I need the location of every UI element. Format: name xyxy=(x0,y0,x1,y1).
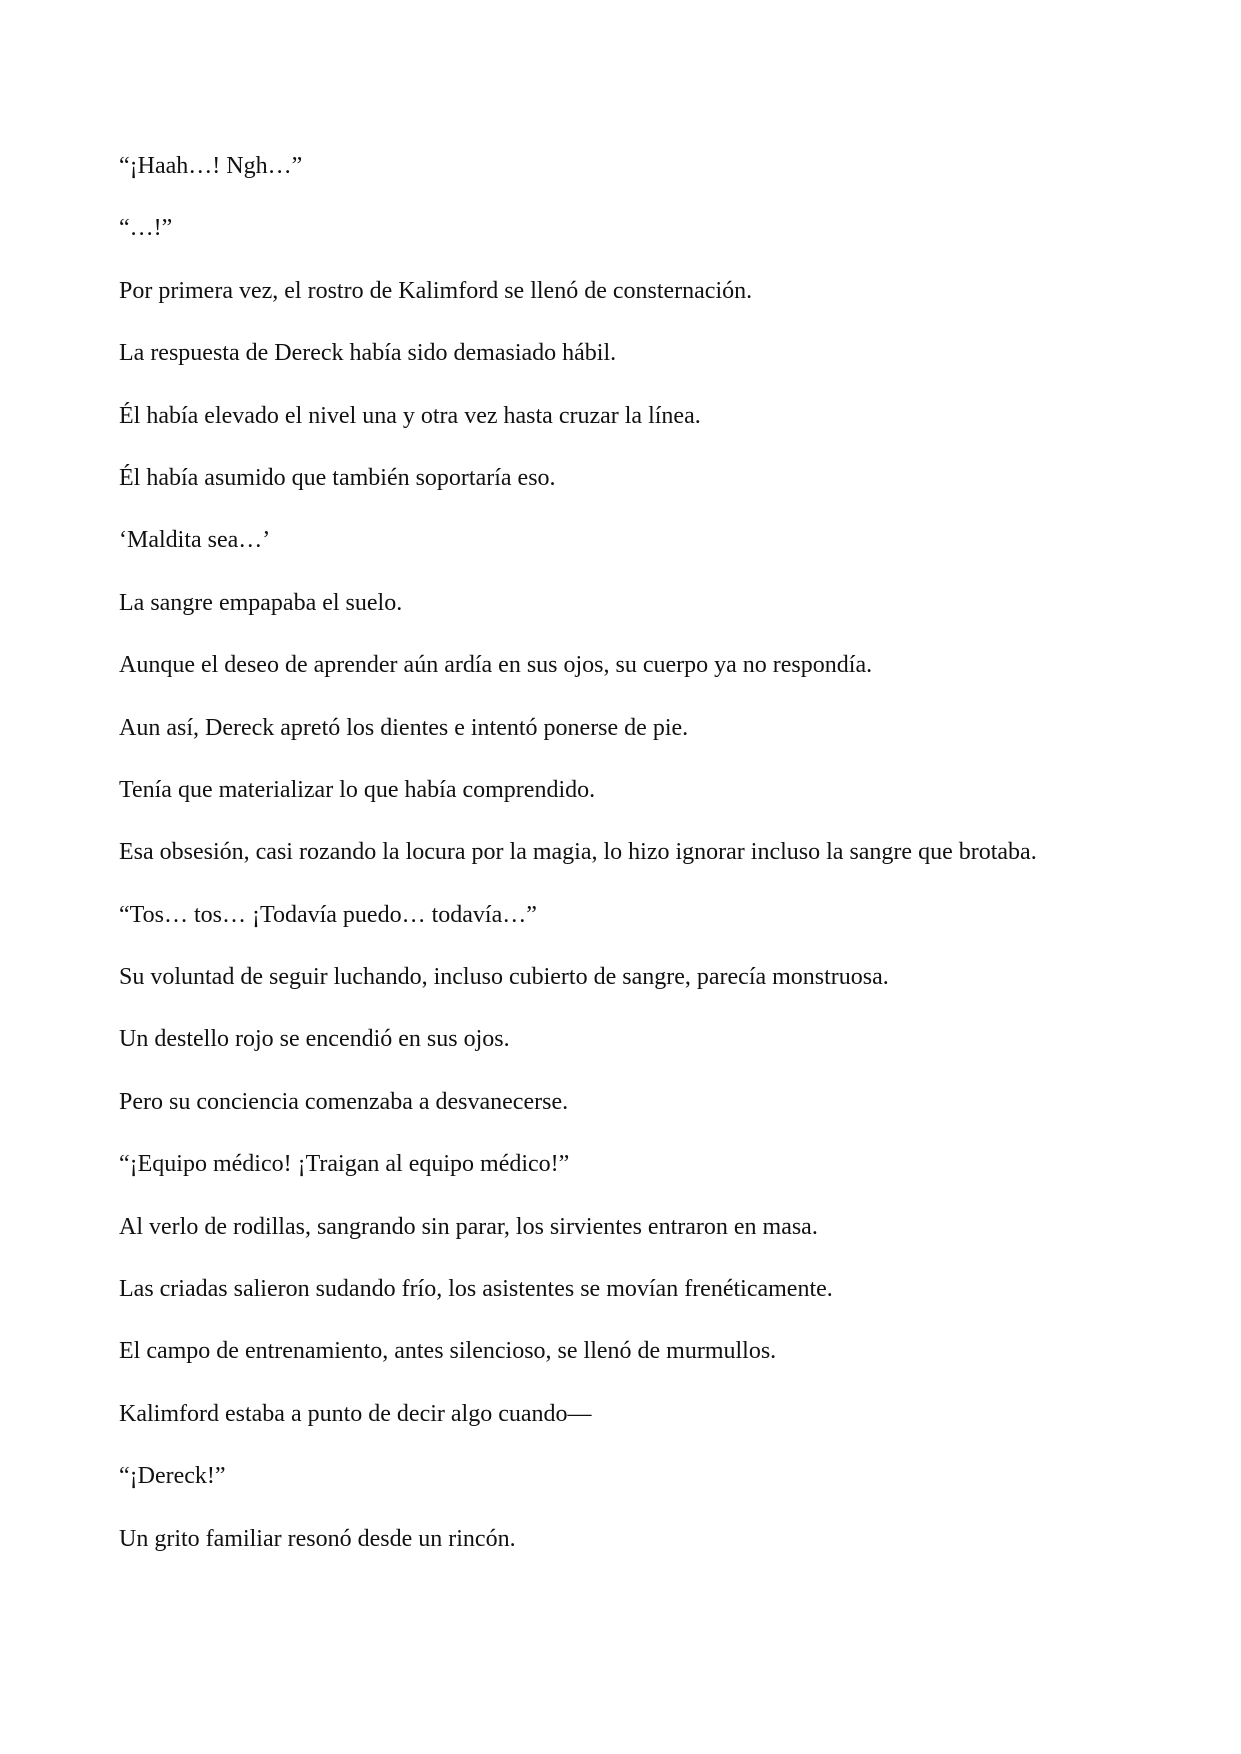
paragraph: Un destello rojo se encendió en sus ojos. xyxy=(119,1026,510,1053)
paragraph: Al verlo de rodillas, sangrando sin parar, los sirvientes entraron en masa. xyxy=(119,1213,818,1240)
paragraph: Tenía que materializar lo que había comprendido. xyxy=(119,776,596,803)
paragraph: “Tos… tos… ¡Todavía puedo… todavía…” xyxy=(119,901,537,928)
paragraph: Aunque el deseo de aprender aún ardía en sus ojos, su cuerpo ya no respondía. xyxy=(119,652,873,679)
paragraph: Un grito familiar resonó desde un rincón. xyxy=(119,1525,516,1552)
paragraph: “…!” xyxy=(119,215,173,242)
paragraph: Él había asumido que también soportaría eso. xyxy=(119,464,556,491)
paragraph: Él había elevado el nivel una y otra vez hasta cruzar la línea. xyxy=(119,402,701,429)
paragraph: “¡Equipo médico! ¡Traigan al equipo médico!” xyxy=(119,1151,570,1178)
paragraph: Su voluntad de seguir luchando, incluso cubierto de sangre, parecía monstruosa. xyxy=(119,964,889,991)
paragraph: La respuesta de Dereck había sido demasiado hábil. xyxy=(119,340,617,367)
paragraph: “¡Haah…! Ngh…” xyxy=(119,153,303,179)
paragraph: Por primera vez, el rostro de Kalimford se llenó de consternación. xyxy=(119,277,753,304)
paragraph: Esa obsesión, casi rozando la locura por la magia, lo hizo ignorar incluso la sangre que brotaba. xyxy=(119,839,1037,866)
paragraph: Aun así, Dereck apretó los dientes e intentó ponerse de pie. xyxy=(119,714,689,741)
paragraph: El campo de entrenamiento, antes silencioso, se llenó de murmullos. xyxy=(119,1338,777,1365)
text-body xyxy=(119,151,1126,1586)
paragraph: La sangre empapaba el suelo. xyxy=(119,589,403,616)
paragraph: “¡Dereck!” xyxy=(119,1463,226,1490)
paragraph: Las criadas salieron sudando frío, los asistentes se movían frenéticamente. xyxy=(119,1276,833,1303)
paragraph: Kalimford estaba a punto de decir algo cuando— xyxy=(119,1400,592,1427)
paragraph: Pero su conciencia comenzaba a desvanecerse. xyxy=(119,1088,569,1115)
paragraph: ‘Maldita sea…’ xyxy=(119,527,271,554)
